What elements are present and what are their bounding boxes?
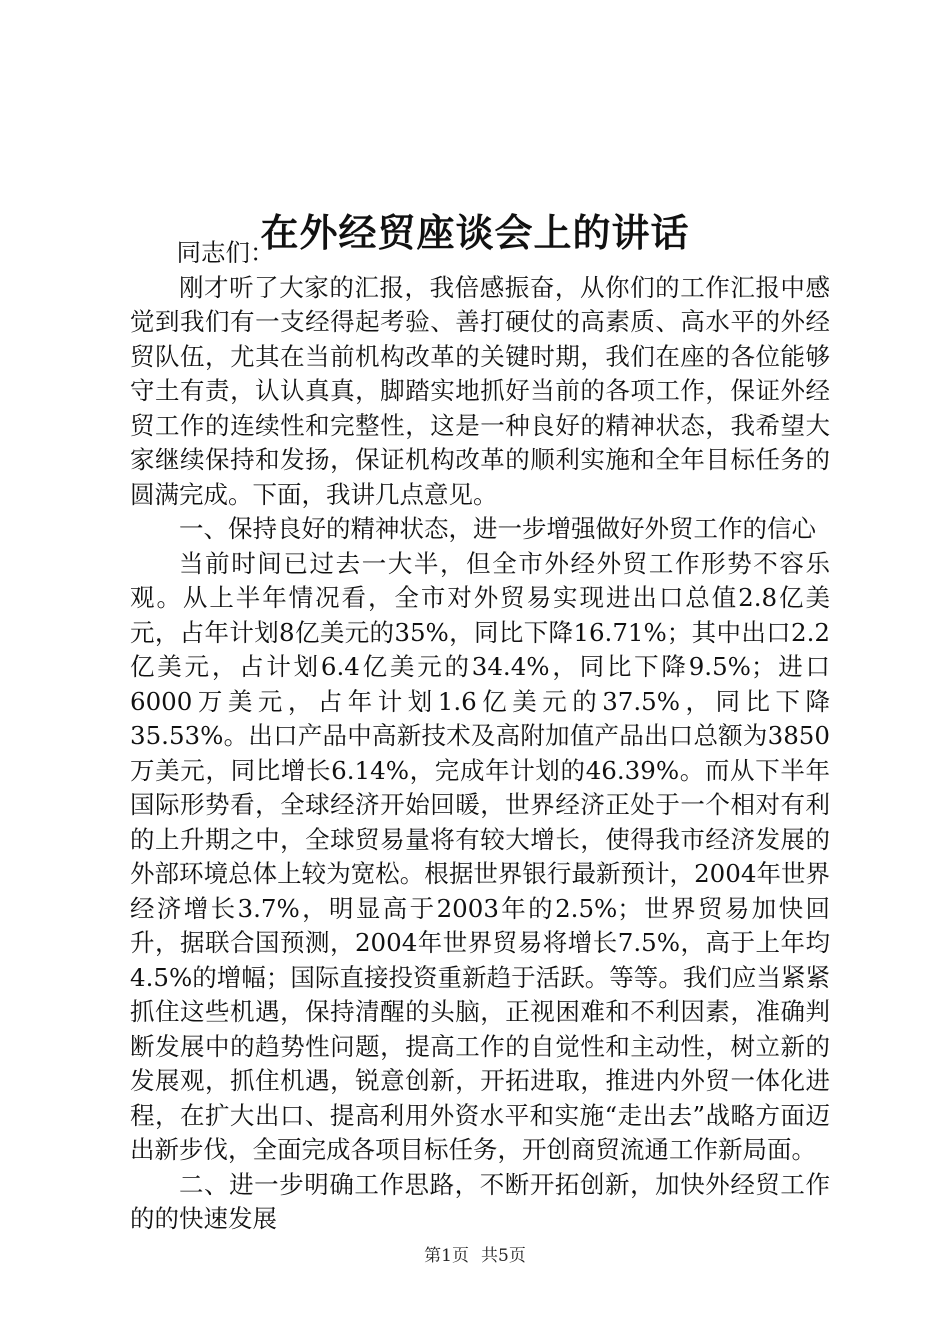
page-number: 第1页 [424,1246,469,1266]
document-body [130,236,830,1237]
salutation: 同志们： [176,238,275,267]
section-heading-1: 一、保持良好的精神状态，进一步增强做好外贸工作的信心 [179,514,816,543]
page-footer [0,1244,950,1268]
paragraph-situation: 当前时间已过去一大半，但全市外经外贸工作形势不容乐观。从上半年情况看，全市对外贸易实现进出口总值2.8亿美元，占年计划8亿美元的35%，同比下降16.71%；其中出口2.2亿美元，占计划6.4亿美元的34.4%，同比下降9.5%；进口6000万美元，占年计划1.6亿美元的37.5%，同比下降35.53%。出口产品中高新技术及高附加值产品出口总额为3850万美元，同比增长6.14%，完成年计划的46.39%。而从下半年国际形势看，全球经济开始回暖，世界经济正处于一个相对有利的上升期之中，全球贸易量将有较大增长，使得我市经济发展的外部环境总体上较为宽松。根据世界银行最新预计，2004年世界经济增长3.7%，明显高于2003年的2.5%；世界贸易加快回升，据联合国预测，2004年世界贸易将增长7.5%，高于上年均4.5%的增幅；国际直接投资重新趋于活跃。等等。我们应当紧紧抓住这些机遇，保持清醒的头脑，正视困难和不利因素，准确判断发展中的趋势性问题，提高工作的自觉性和主动性，树立新的发展观，抓住机遇，锐意创新，开拓进取，推进内外贸一体化进程，在扩大出口、提高利用外资水平和实施“走出去”战略方面迈出新步伐，全面完成各项目标任务，开创商贸流通工作新局面。 [130,548,830,1164]
document-title: 在外经贸座谈会上的讲话 [260,210,690,256]
section-heading-2: 二、进一步明确工作思路，不断开拓创新，加快外经贸工作的的快速发展 [130,1169,830,1233]
paragraph-intro: 刚才听了大家的汇报，我倍感振奋，从你们的工作汇报中感觉到我们有一支经得起考验、善打硬仗的高素质、高水平的外经贸队伍，尤其在当前机构改革的关键时期，我们在座的各位能够守土有责，认认真真，脚踏实地抓好当前的各项工作，保证外经贸工作的连续性和完整性，这是一种良好的精神状态，我希望大家继续保持和发扬，保证机构改革的顺利实施和全年目标任务的圆满完成。下面，我讲几点意见。 [130,272,830,509]
page-total: 共5页 [481,1246,526,1266]
